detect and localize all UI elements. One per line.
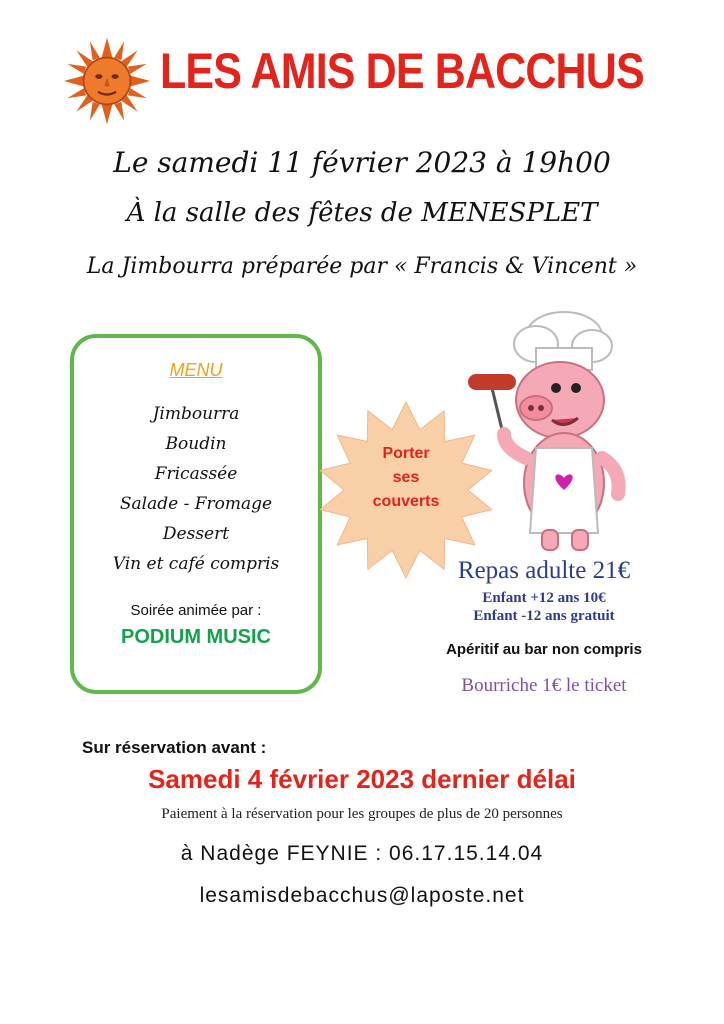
pig-chef-icon (464, 308, 634, 558)
starburst-line: ses (392, 469, 420, 486)
entertainment-label: Soirée animée par : (130, 602, 262, 619)
menu-item: Fricassée (154, 464, 238, 484)
menu-title: MENU (169, 360, 223, 380)
starburst-line: Porter (382, 445, 430, 462)
aperitif-note: Apéritif au bar non compris (446, 641, 642, 658)
menu-item: Boudin (165, 434, 227, 454)
price-adult: Repas adulte 21€ (457, 557, 631, 584)
payment-note: Paiement à la réservation pour les groupes de plus de 20 personnes (161, 806, 563, 822)
menu-item: Jimbourra (152, 404, 240, 424)
sun-face-icon (62, 36, 152, 126)
event-chef: La Jimbourra préparée par « Francis & Vincent » (86, 254, 638, 279)
contact-phone: à Nadège FEYNIE : 06.17.15.14.04 (180, 842, 544, 865)
event-date: Le samedi 11 février 2023 à 19h00 (113, 146, 611, 179)
reservation-deadline: Samedi 4 février 2023 dernier délai (148, 764, 576, 794)
page-title: LES AMIS DE BACCHUS (160, 43, 644, 99)
event-venue: À la salle des fêtes de MENESPLET (126, 198, 598, 228)
menu-item: Dessert (162, 524, 230, 544)
reservation-label: Sur réservation avant : (82, 738, 267, 757)
menu-item: Vin et café compris (112, 554, 280, 574)
starburst-line: couverts (372, 493, 440, 510)
band-name: PODIUM MUSIC (121, 626, 271, 648)
menu-box (70, 334, 322, 694)
bourriche-note: Bourriche 1€ le ticket (461, 675, 627, 696)
contact-email: lesamisdebacchus@laposte.net (199, 884, 525, 907)
price-child-over-12: Enfant +12 ans 10€ (482, 590, 606, 606)
price-child-under-12: Enfant -12 ans gratuit (473, 608, 615, 624)
menu-item: Salade - Fromage (119, 494, 273, 514)
